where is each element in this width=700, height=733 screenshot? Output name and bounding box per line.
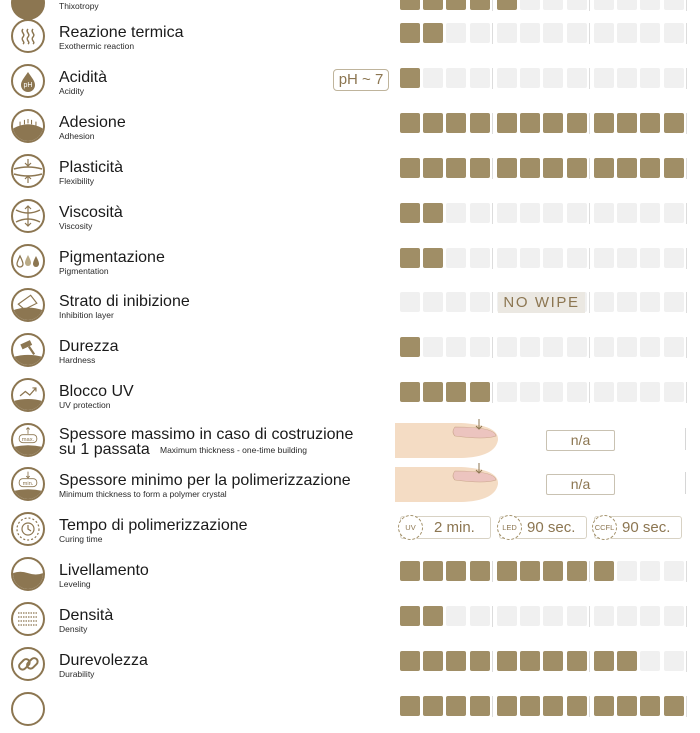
rating-cell [520,606,540,626]
rating-cell [617,696,637,716]
rating-cell [520,158,540,178]
rating-cell [640,23,660,43]
rating-group-divider [686,696,687,717]
rating-cell [640,203,660,223]
rating-cell [543,696,563,716]
rating-cell [594,382,614,402]
rating-group-divider [589,203,590,224]
pigment-drops-icon [11,244,45,278]
rating-cell [400,248,420,268]
rating-group-divider [492,337,493,358]
rating-group-divider [686,248,687,269]
rating-cell [594,337,614,357]
rating-cell [470,158,490,178]
curing-ccfl [594,516,682,539]
rating-cell [470,651,490,671]
rating-cell [664,561,684,581]
rating-group-divider [686,0,687,11]
min-thickness-icon [11,467,45,501]
property-subtitle: Hardness [59,355,96,365]
property-subtitle: Curing time [59,534,103,544]
curing-led-value: 90 sec. [527,519,576,536]
rating-cell [400,696,420,716]
viscosity-icon [11,199,45,233]
ph-badge: pH ~ 7 [333,69,389,91]
property-title: Viscosità [59,204,123,221]
rating-cell [543,113,563,133]
rating-group-divider [589,68,590,89]
rating-cell [400,158,420,178]
property-title: Reazione termica [59,24,184,41]
rating-cell [543,0,563,10]
property-title: Spessore minimo per la polimerizzazione [59,472,351,489]
rating-cell [497,68,517,88]
rating-group-divider [492,248,493,269]
rating-cell [664,68,684,88]
rating-cell [543,68,563,88]
rating-cell [617,606,637,626]
property-row-hardness [0,329,700,374]
rating-cell [400,561,420,581]
svg-text:max.: max. [21,436,35,443]
rating-cell [640,382,660,402]
property-row-density [0,598,700,643]
rating-cell [446,292,466,312]
rating-cell [520,113,540,133]
rating-cell [470,0,490,10]
rating-cell [446,68,466,88]
curing-led [499,516,587,539]
property-subtitle: Adhesion [59,131,95,141]
rating-cell [497,203,517,223]
rating-group-divider [492,68,493,89]
rating-cell [594,68,614,88]
rating-cell [423,337,443,357]
finger-illustration [395,419,505,463]
rating-cell [617,23,637,43]
curing-ccfl-value: 90 sec. [622,519,671,536]
rating-cell [640,651,660,671]
rating-cell [446,113,466,133]
rating-cell [423,696,443,716]
uv-lamp-badge: UV [398,515,423,540]
rating-cell [423,292,443,312]
rating-cell [594,696,614,716]
rating-group-divider [686,68,687,89]
rating-cell [423,382,443,402]
rating-group-divider [686,203,687,224]
rating-cell [497,382,517,402]
rating-cell [617,337,637,357]
rating-cell [594,113,614,133]
rating-group-divider [589,23,590,44]
rating-group-divider [589,158,590,179]
rating-cell [446,561,466,581]
rating-cell [400,382,420,402]
rating-cell [400,113,420,133]
rating-cell [470,203,490,223]
rating-cell [497,606,517,626]
led-lamp-badge: LED [497,515,522,540]
rating-group-divider [589,651,590,672]
rating-cell [664,113,684,133]
rating-cell [594,292,614,312]
rating-cell [664,248,684,268]
rating-cell [617,561,637,581]
rating-group-divider [686,158,687,179]
property-title: Acidità [59,69,108,86]
rating-cell [446,203,466,223]
rating-cell [497,337,517,357]
rating-cell [423,0,443,10]
rating-cell [594,248,614,268]
rating-cell [400,292,420,312]
rating-cell [567,113,587,133]
property-subtitle: UV protection [59,400,111,410]
curing-time-icon [11,512,45,546]
rating-cell [400,23,420,43]
rating-cell [497,248,517,268]
property-title: Durezza [59,338,119,355]
property-subtitle: Pigmentation [59,266,109,276]
property-subtitle: Maximum thickness - one-time building [160,445,307,455]
rating-cell [470,248,490,268]
rating-cell [594,158,614,178]
rating-cell [664,382,684,402]
property-subtitle: Thixotropy [59,1,99,11]
rating-cell [594,0,614,10]
rating-cell [446,337,466,357]
rating-cell [423,248,443,268]
rating-cell [617,292,637,312]
property-row-exothermic [0,15,700,60]
property-title: Strato di inibizione [59,293,190,310]
rating-cell [567,0,587,10]
rating-cell [640,606,660,626]
property-row-flexibility [0,150,700,195]
property-row-partial [0,688,700,733]
rating-cell [567,651,587,671]
rating-cell [640,696,660,716]
rating-cell [640,292,660,312]
rating-group-divider [492,0,493,11]
rating-cell [520,0,540,10]
rating-cell [400,651,420,671]
rating-cell [423,68,443,88]
rating-cell [497,113,517,133]
rating-group-divider [492,606,493,627]
rating-cell [640,68,660,88]
rating-cell [567,561,587,581]
rating-cell [470,606,490,626]
rating-cell [446,248,466,268]
rating-cell [446,158,466,178]
rating-group-divider [686,651,687,672]
svg-text:pH: pH [23,82,33,89]
property-row-leveling [0,553,700,598]
rating-cell [594,606,614,626]
rating-cell [617,68,637,88]
property-row-inhibition-layer [0,284,700,329]
rating-cell [664,696,684,716]
rating-cell [617,0,637,10]
rating-group-divider [492,203,493,224]
property-subtitle: Durability [59,669,95,679]
rating-group-divider [589,337,590,358]
rating-cell [470,113,490,133]
rating-cell [664,606,684,626]
rating-cell [497,0,517,10]
property-row-acidity [0,60,700,105]
rating-cell [400,203,420,223]
rating-cell [446,23,466,43]
max-thickness-value: n/a [546,430,615,451]
rating-cell [497,696,517,716]
divider [685,472,686,494]
heat-waves-icon [11,19,45,53]
property-row-curing-time [0,508,700,553]
rating-cell [567,696,587,716]
inhibition-layer-icon [11,288,45,322]
rating-cell [470,696,490,716]
rating-cell [617,248,637,268]
property-title: Densità [59,607,114,624]
rating-cell [567,606,587,626]
rating-cell [617,651,637,671]
rating-cell [594,203,614,223]
rating-cell [520,68,540,88]
curing-uv [400,516,491,539]
rating-group-divider [492,113,493,134]
property-subtitle: Density [59,624,88,634]
property-row-pigmentation [0,240,700,285]
property-title: Tempo di polimerizzazione [59,517,248,534]
property-row-viscosity [0,195,700,240]
rating-cell [664,23,684,43]
rating-cell [423,203,443,223]
rating-group-divider [492,292,493,313]
rating-cell [446,382,466,402]
rating-cell [423,606,443,626]
property-title: Livellamento [59,562,149,579]
rating-group-divider [589,561,590,582]
rating-cell [617,382,637,402]
rating-group-divider [589,248,590,269]
rating-cell [520,23,540,43]
rating-cell [567,203,587,223]
rating-cell [423,561,443,581]
rating-cell [497,651,517,671]
max-thickness-icon [11,423,45,457]
partial-icon [11,692,45,726]
rating-cell [640,158,660,178]
property-row-min-thickness [0,463,700,508]
rating-cell [423,158,443,178]
property-title: Pigmentazione [59,249,165,266]
property-subtitle: Inhibition layer [59,310,114,320]
rating-cell [423,23,443,43]
rating-group-divider [492,382,493,403]
rating-group-divider [589,113,590,134]
rating-cell [497,158,517,178]
rating-group-divider [686,382,687,403]
property-row-max-thickness [0,419,700,464]
rating-cell [664,651,684,671]
rating-group-divider [686,23,687,44]
rating-cell [640,248,660,268]
rating-cell [567,68,587,88]
rating-cell [543,382,563,402]
rating-group-divider [492,561,493,582]
hammer-icon [11,333,45,367]
property-row-durability [0,643,700,688]
min-thickness-value: n/a [546,474,615,495]
rating-group-divider [686,292,687,313]
adhesion-icon [11,109,45,143]
rating-cell [423,113,443,133]
property-subtitle: Leveling [59,579,91,589]
property-subtitle: Minimum thickness to form a polymer crystal [59,489,227,499]
rating-cell [664,292,684,312]
rating-cell [617,158,637,178]
divider [685,428,686,450]
svg-text:min.: min. [22,480,34,487]
rating-cell [400,68,420,88]
ph-drop-icon [11,64,45,98]
rating-cell [470,382,490,402]
flexibility-icon [11,154,45,188]
rating-cell [520,696,540,716]
no-wipe-label: NO WIPE [498,292,585,313]
rating-cell [400,0,420,10]
property-title: Adesione [59,114,126,131]
rating-group-divider [492,651,493,672]
rating-cell [446,0,466,10]
rating-cell [543,651,563,671]
rating-cell [446,696,466,716]
rating-group-divider [492,158,493,179]
rating-cell [617,113,637,133]
rating-cell [520,248,540,268]
rating-cell [446,651,466,671]
rating-cell [640,0,660,10]
ccfl-lamp-badge: CCFL [592,515,617,540]
rating-cell [567,248,587,268]
uv-block-icon [11,378,45,412]
rating-cell [520,651,540,671]
rating-cell [664,0,684,10]
property-subtitle: Acidity [59,86,85,96]
property-title-line2: su 1 passata [59,441,150,458]
finger-illustration [395,463,505,507]
rating-group-divider [492,696,493,717]
rating-cell [543,158,563,178]
property-title: Blocco UV [59,383,134,400]
rating-group-divider [686,561,687,582]
chain-link-icon [11,647,45,681]
property-row-adhesion [0,105,700,150]
rating-group-divider [492,23,493,44]
rating-group-divider [589,382,590,403]
rating-cell [446,606,466,626]
rating-cell [497,23,517,43]
rating-cell [400,337,420,357]
rating-cell [520,337,540,357]
rating-cell [470,292,490,312]
rating-cell [617,203,637,223]
rating-group-divider [686,337,687,358]
rating-cell [640,337,660,357]
rating-cell [470,68,490,88]
rating-cell [543,23,563,43]
property-title: Durevolezza [59,652,148,669]
rating-cell [543,606,563,626]
rating-cell [423,651,443,671]
rating-cell [640,113,660,133]
property-title: Plasticità [59,159,124,176]
rating-cell [543,203,563,223]
rating-cell [543,337,563,357]
rating-group-divider [589,606,590,627]
rating-group-divider [686,606,687,627]
rating-cell [520,382,540,402]
rating-cell [400,606,420,626]
rating-cell [664,337,684,357]
property-subtitle: Viscosity [59,221,93,231]
rating-cell [543,561,563,581]
rating-cell [520,203,540,223]
rating-group-divider [686,113,687,134]
rating-cell [640,561,660,581]
rating-cell [567,23,587,43]
rating-cell [567,337,587,357]
property-row-uv-protection [0,374,700,419]
rating-cell [664,203,684,223]
rating-cell [664,158,684,178]
rating-cell [520,561,540,581]
rating-cell [543,248,563,268]
rating-cell [470,23,490,43]
property-subtitle: Exothermic reaction [59,41,135,51]
property-title: Spessore massimo in caso di costruzione [59,426,354,443]
density-icon [11,602,45,636]
rating-cell [594,23,614,43]
rating-cell [567,382,587,402]
rating-cell [497,561,517,581]
rating-cell [567,158,587,178]
rating-group-divider [589,0,590,11]
rating-cell [470,337,490,357]
rating-cell [470,561,490,581]
rating-group-divider [589,696,590,717]
curing-uv-value: 2 min. [434,519,475,536]
rating-cell [594,651,614,671]
property-subtitle: Flexibility [59,176,94,186]
rating-group-divider [589,292,590,313]
leveling-icon [11,557,45,591]
rating-cell [594,561,614,581]
